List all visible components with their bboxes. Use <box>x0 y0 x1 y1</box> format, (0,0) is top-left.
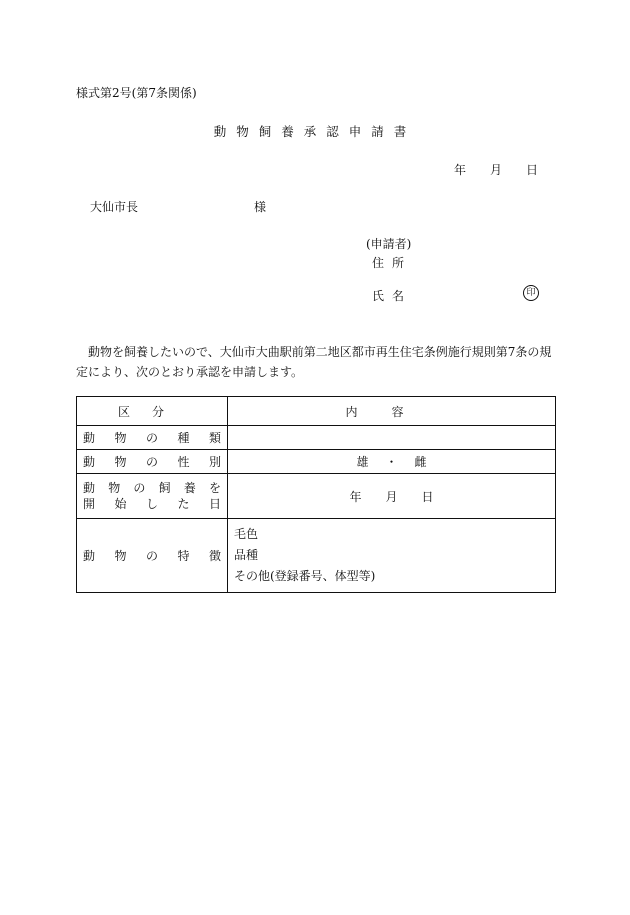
header-content: 内容 <box>228 397 556 426</box>
application-statement: 動物を飼養したいので、大仙市大曲駅前第二地区都市再生住宅条例施行規則第7条の規定により、次のとおり承認を申請します。 <box>76 345 552 379</box>
header-category: 区分 <box>77 397 228 426</box>
sex-separator: ・ <box>385 455 398 469</box>
start-day-label: 日 <box>421 489 434 504</box>
seal-mark-icon: 印 <box>523 285 539 301</box>
applicant-label: (申請者) <box>366 237 412 251</box>
applicant-address-label: 住所 <box>372 256 413 270</box>
feature-breed: 品種 <box>234 548 259 562</box>
document-title: 動物飼養承認申請書 <box>213 124 417 139</box>
start-date-value[interactable] <box>228 474 556 519</box>
addressee-honorific: 様 <box>254 200 267 214</box>
table-row-species <box>77 426 556 450</box>
start-date-label <box>77 474 228 519</box>
features-label: 動物の特徴 <box>77 519 228 593</box>
start-year-label: 年 <box>349 489 362 504</box>
sex-label: 動物の性別 <box>77 450 228 474</box>
start-month-label: 月 <box>385 489 398 504</box>
submission-date <box>454 161 538 178</box>
feature-other: その他(登録番号、体型等) <box>234 569 376 583</box>
animal-details-table <box>76 396 556 593</box>
date-day-label: 日 <box>525 163 538 177</box>
table-header-row <box>77 397 556 426</box>
feature-coat-color: 毛色 <box>234 527 259 541</box>
applicant-name-label: 氏名 <box>372 289 413 303</box>
table-row-start-date <box>77 474 556 519</box>
sex-female[interactable]: 雌 <box>414 455 427 469</box>
sex-male[interactable]: 雄 <box>356 455 369 469</box>
table-row-sex <box>77 450 556 474</box>
species-value[interactable] <box>228 426 556 450</box>
start-date-label-line2: 開始した日 <box>83 497 221 511</box>
date-year-label: 年 <box>453 163 466 177</box>
features-value[interactable] <box>228 519 556 593</box>
species-label: 動物の種類 <box>77 426 228 450</box>
table-row-features <box>77 519 556 593</box>
sex-value[interactable] <box>228 450 556 474</box>
form-number: 様式第2号(第7条関係) <box>76 86 197 100</box>
start-date-label-line1: 動物の飼養を <box>83 481 221 495</box>
date-month-label: 月 <box>489 163 502 177</box>
addressee-name: 大仙市長 <box>90 200 139 214</box>
